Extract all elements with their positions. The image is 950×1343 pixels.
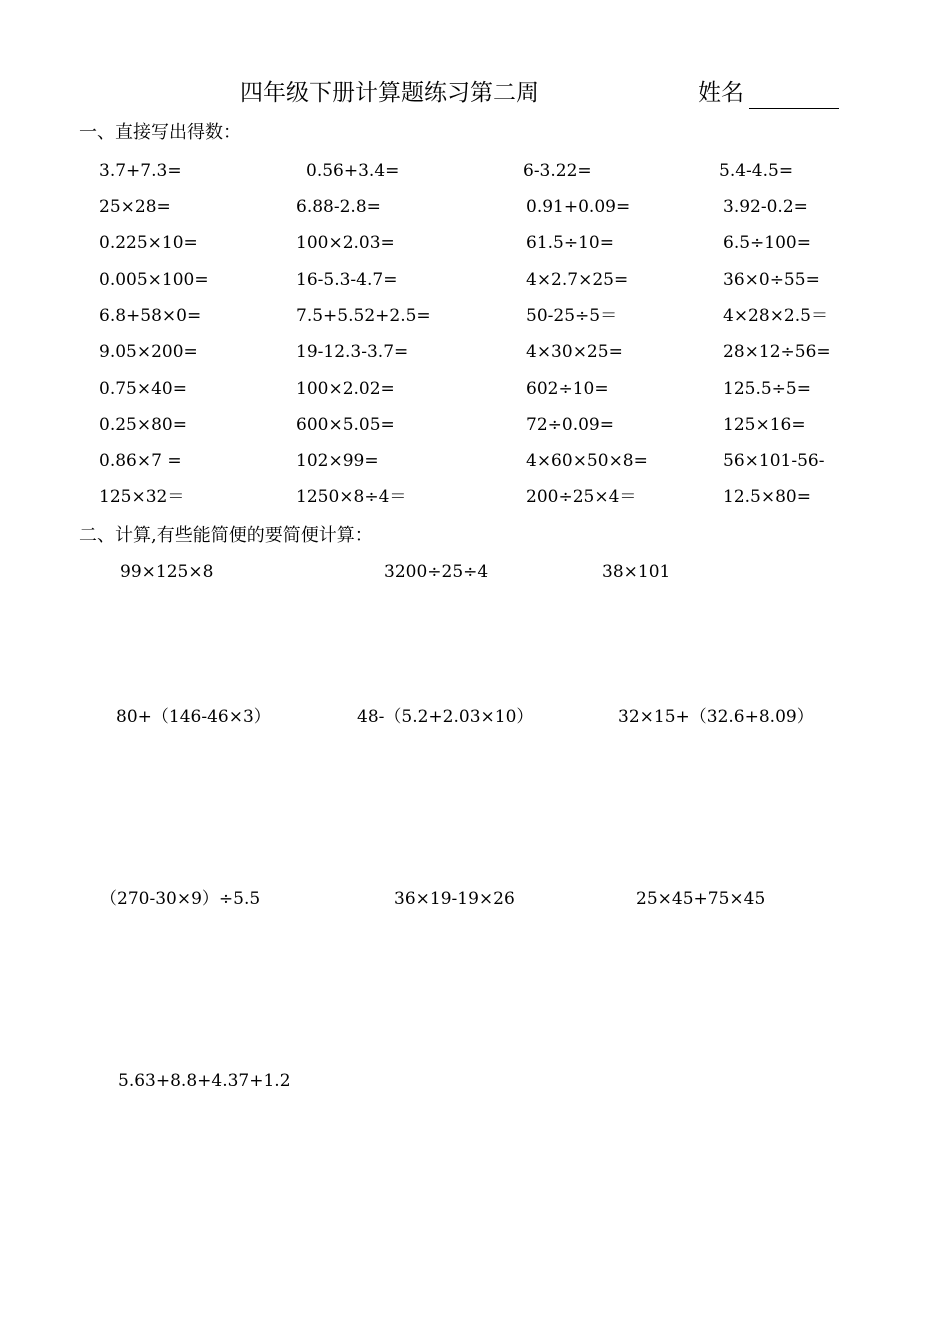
oral-question: 7.5+5.52+2.5= (296, 306, 431, 326)
oral-question: 36×0÷55= (723, 270, 820, 290)
oral-question: 125.5÷5= (723, 379, 811, 399)
oral-question: 0.56+3.4= (306, 161, 400, 181)
calculation-problem: 3200÷25÷4 (384, 562, 489, 582)
calculation-problem: 25×45+75×45 (636, 889, 766, 909)
oral-question: 102×99= (296, 451, 379, 471)
calculation-problem: 32×15+（32.6+8.09） (618, 707, 814, 727)
oral-question: 19-12.3-3.7= (296, 342, 409, 362)
oral-question: 0.75×40= (99, 379, 187, 399)
oral-question: 0.86×7 = (99, 451, 182, 471)
oral-question: 28×12÷56= (723, 342, 831, 362)
name-label: 姓名 (698, 80, 744, 106)
oral-question: 4×2.7×25= (526, 270, 629, 290)
calculation-problem: 99×125×8 (120, 562, 214, 582)
calculation-problem: 48-（5.2+2.03×10） (357, 707, 534, 727)
oral-question: 4×28×2.5＝ (723, 306, 828, 326)
section1-heading: 一、直接写出得数： (79, 122, 241, 143)
oral-question: 4×30×25= (526, 342, 623, 362)
oral-question: 50-25÷5＝ (526, 306, 618, 326)
oral-question: 602÷10= (526, 379, 609, 399)
oral-question: 12.5×80= (723, 487, 811, 507)
oral-question: 1250×8÷4＝ (296, 487, 407, 507)
oral-question: 3.7+7.3= (99, 161, 182, 181)
calculation-problem: 80+（146-46×3） (116, 707, 271, 727)
oral-question: 6-3.22= (523, 161, 592, 181)
calculation-problem: 38×101 (602, 562, 671, 582)
oral-question: 0.25×80= (99, 415, 187, 435)
calculation-problem: （270-30×9）÷5.5 (100, 889, 261, 909)
oral-question: 600×5.05= (296, 415, 395, 435)
oral-question: 5.4-4.5= (719, 161, 794, 181)
oral-question: 6.5÷100= (723, 233, 811, 253)
oral-question: 9.05×200= (99, 342, 198, 362)
oral-question: 72÷0.09= (526, 415, 614, 435)
oral-question: 100×2.03= (296, 233, 395, 253)
oral-question: 6.8+58×0= (99, 306, 202, 326)
oral-question: 6.88-2.8= (296, 197, 381, 217)
oral-question: 16-5.3-4.7= (296, 270, 398, 290)
oral-question: 125×32＝ (99, 487, 185, 507)
oral-question: 0.225×10= (99, 233, 198, 253)
oral-question: 125×16= (723, 415, 806, 435)
oral-question: 100×2.02= (296, 379, 395, 399)
calculation-problem: 5.63+8.8+4.37+1.2 (118, 1071, 291, 1091)
oral-question: 4×60×50×8= (526, 451, 648, 471)
oral-question: 25×28= (99, 197, 171, 217)
worksheet-title: 四年级下册计算题练习第二周 (240, 80, 539, 106)
calculation-problem: 36×19-19×26 (394, 889, 515, 909)
oral-question: 61.5÷10= (526, 233, 614, 253)
oral-question: 56×101-56- (723, 451, 825, 471)
oral-question: 0.005×100= (99, 270, 209, 290)
name-blank-line[interactable] (749, 108, 839, 109)
oral-question: 0.91+0.09= (526, 197, 631, 217)
oral-question: 200÷25×4＝ (526, 487, 637, 507)
oral-question: 3.92-0.2= (723, 197, 808, 217)
section2-heading: 二、计算,有些能简便的要简便计算： (79, 525, 373, 546)
